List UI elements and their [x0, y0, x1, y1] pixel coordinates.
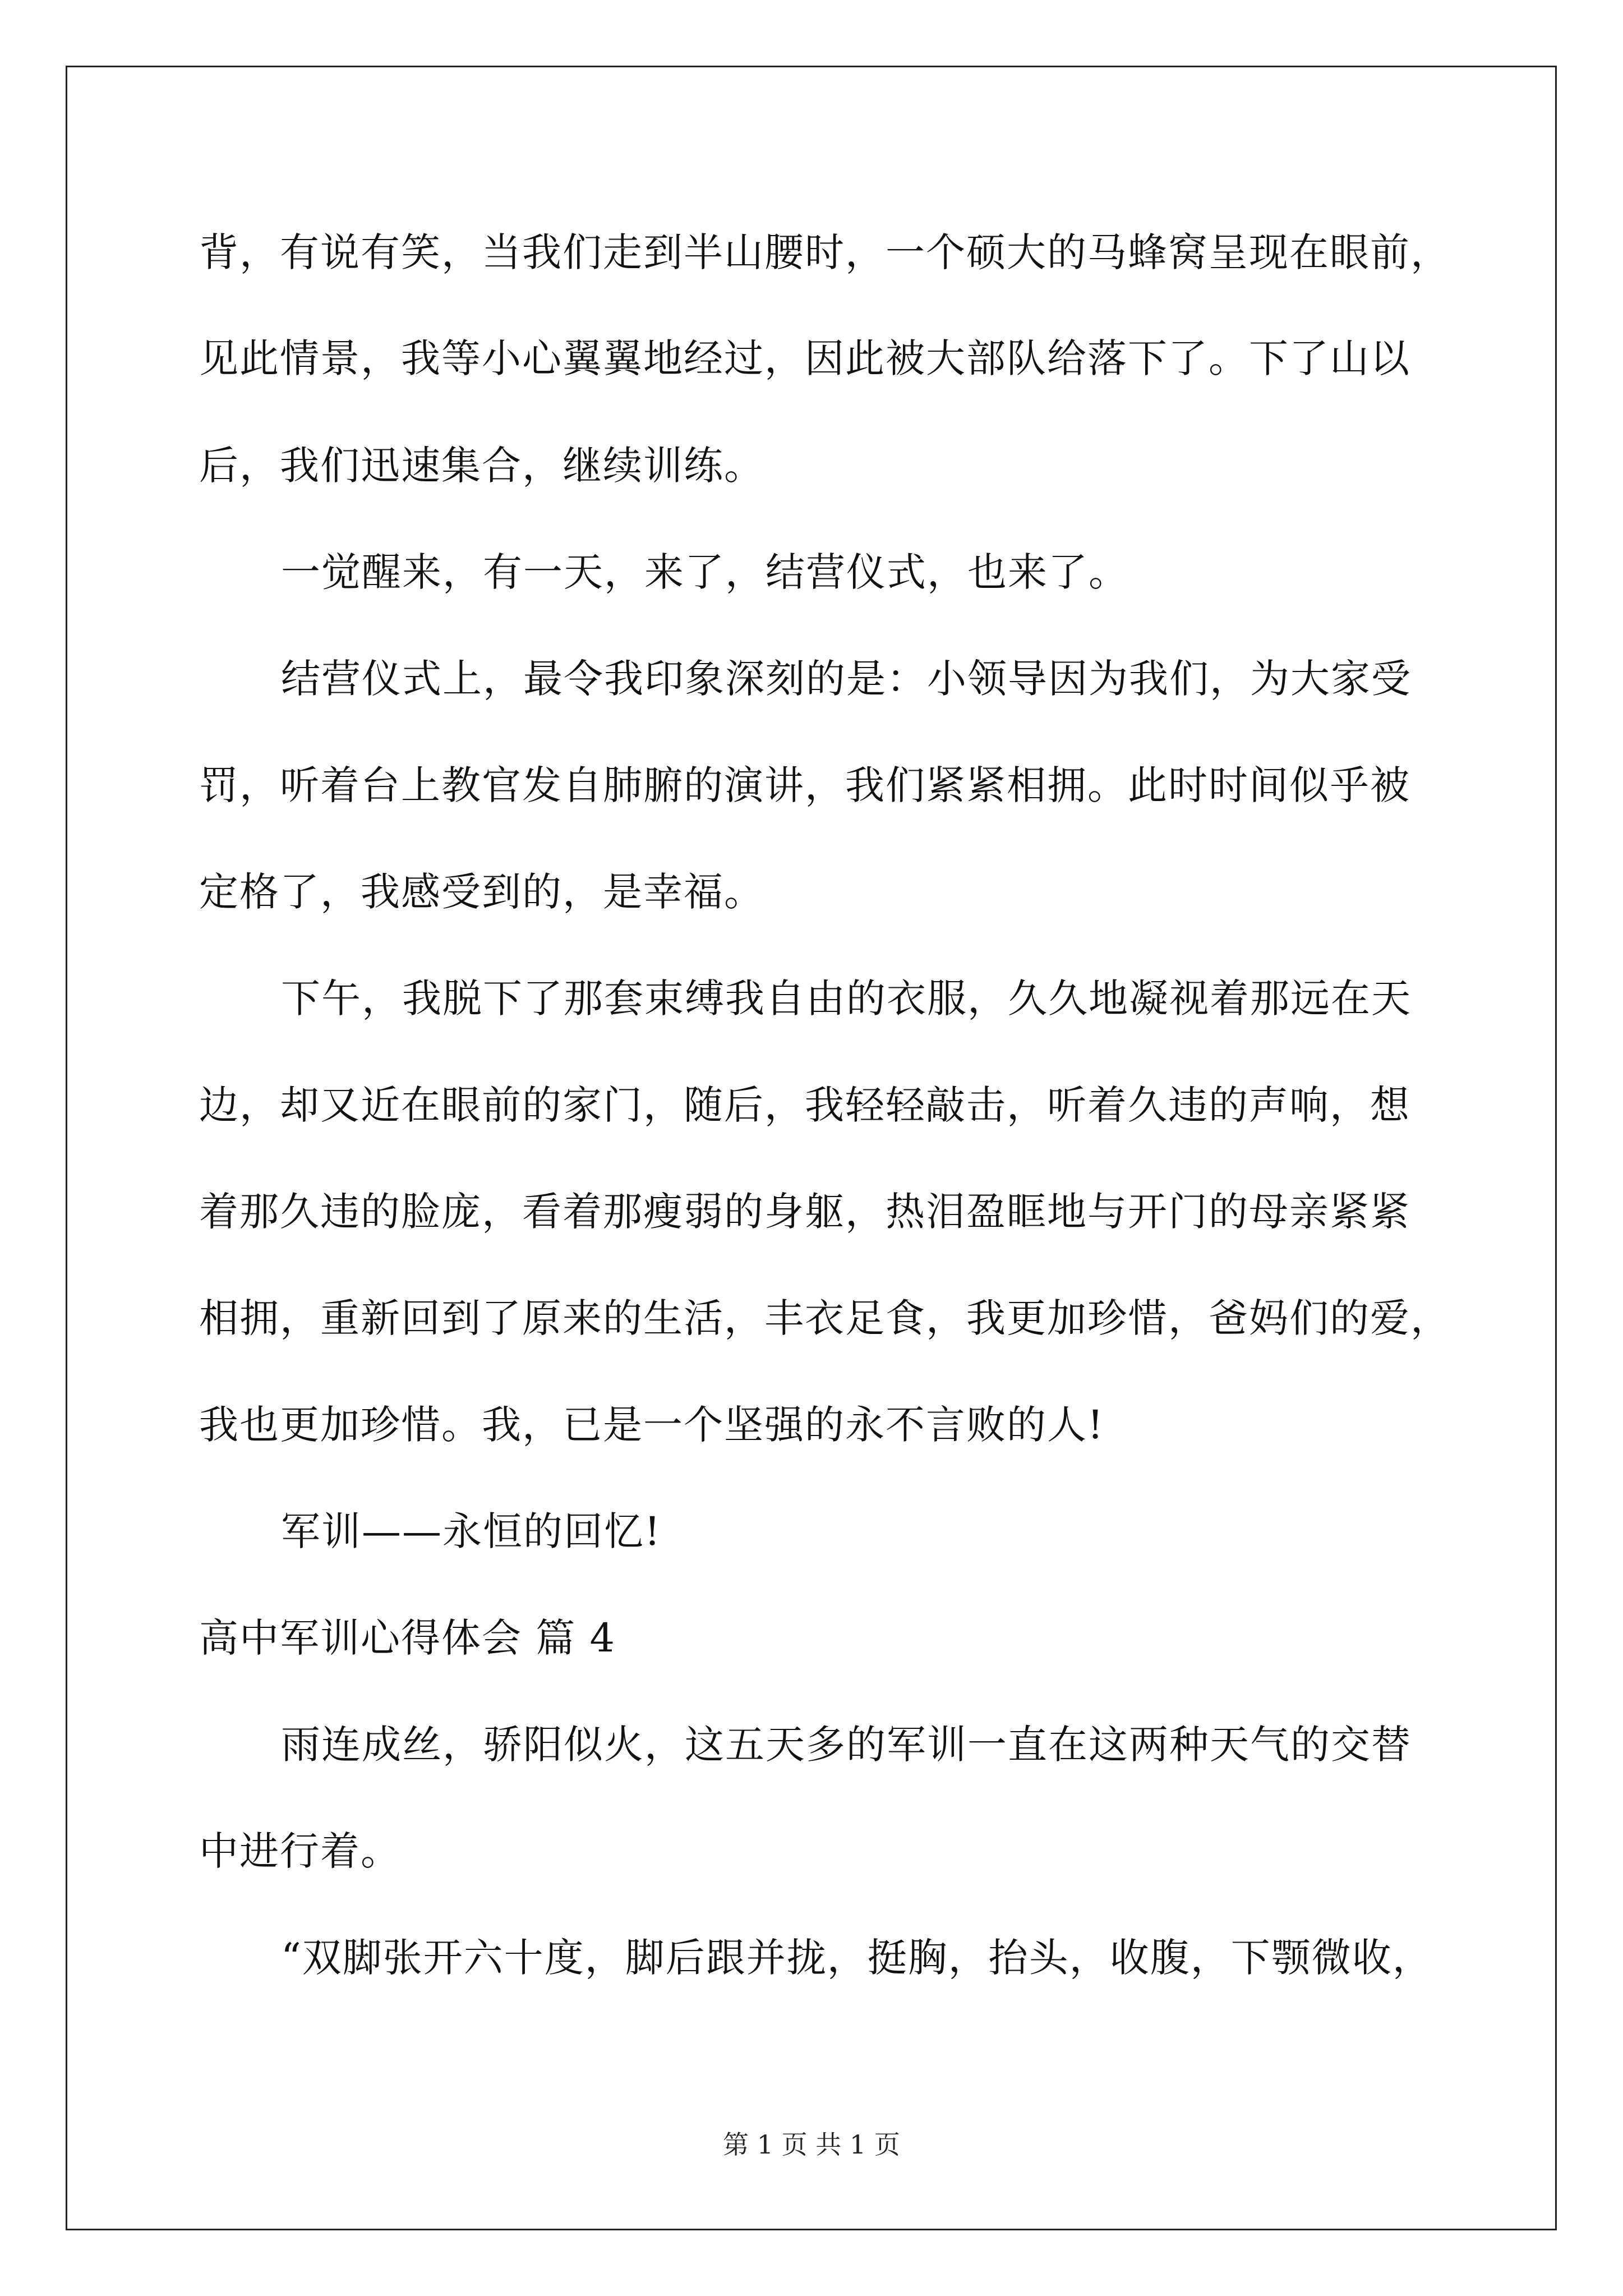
text-line: 背，有说有笑，当我们走到半山腰时，一个硕大的马蜂窝呈现在眼前，: [199, 229, 1451, 275]
text-line: 定格了，我感受到的，是幸福。: [199, 869, 764, 915]
text-line: 后，我们迅速集合，继续训练。: [199, 443, 764, 489]
paragraph-first-line: 一觉醒来，有一天，来了，结营仪式，也来了。: [281, 549, 1129, 595]
text-line: 相拥，重新回到了原来的生活，丰衣足食，我更加珍惜，爸妈们的爱，: [199, 1295, 1451, 1341]
paragraph-first-line: 下午，我脱下了那套束缚我自由的衣服，久久地凝视着那远在天: [281, 976, 1412, 1022]
page-footer: 第 1 页 共 1 页: [723, 2129, 900, 2160]
text-line: 罚，听着台上教官发自肺腑的演讲，我们紧紧相拥。此时时间似乎被: [199, 762, 1410, 808]
paragraph-first-line: 雨连成丝，骄阳似火，这五天多的军训一直在这两种天气的交替: [281, 1722, 1412, 1768]
paragraph-first-line: 军训——永恒的回忆!: [281, 1508, 662, 1554]
text-line: 中进行着。: [199, 1828, 401, 1874]
section-heading: 高中军训心得体会 篇 4: [199, 1615, 616, 1661]
text-line: 我也更加珍惜。我，已是一个坚强的永不言败的人!: [199, 1402, 1105, 1448]
text-line: 边，却又近在眼前的家门，随后，我轻轻敲击，听着久违的声响，想: [199, 1082, 1410, 1128]
paragraph-first-line: “双脚张开六十度，脚后跟并拢，挺胸，抬头，收腹，下颚微收，: [281, 1935, 1433, 1981]
paragraph-first-line: 结营仪式上，最令我印象深刻的是：小领导因为我们，为大家受: [281, 656, 1412, 702]
text-line: 见此情景，我等小心翼翼地经过，因此被大部队给落下了。下了山以: [199, 335, 1410, 381]
text-line: 着那久违的脸庞，看着那瘦弱的身躯，热泪盈眶地与开门的母亲紧紧: [199, 1189, 1410, 1235]
page-border: [66, 66, 1557, 2230]
